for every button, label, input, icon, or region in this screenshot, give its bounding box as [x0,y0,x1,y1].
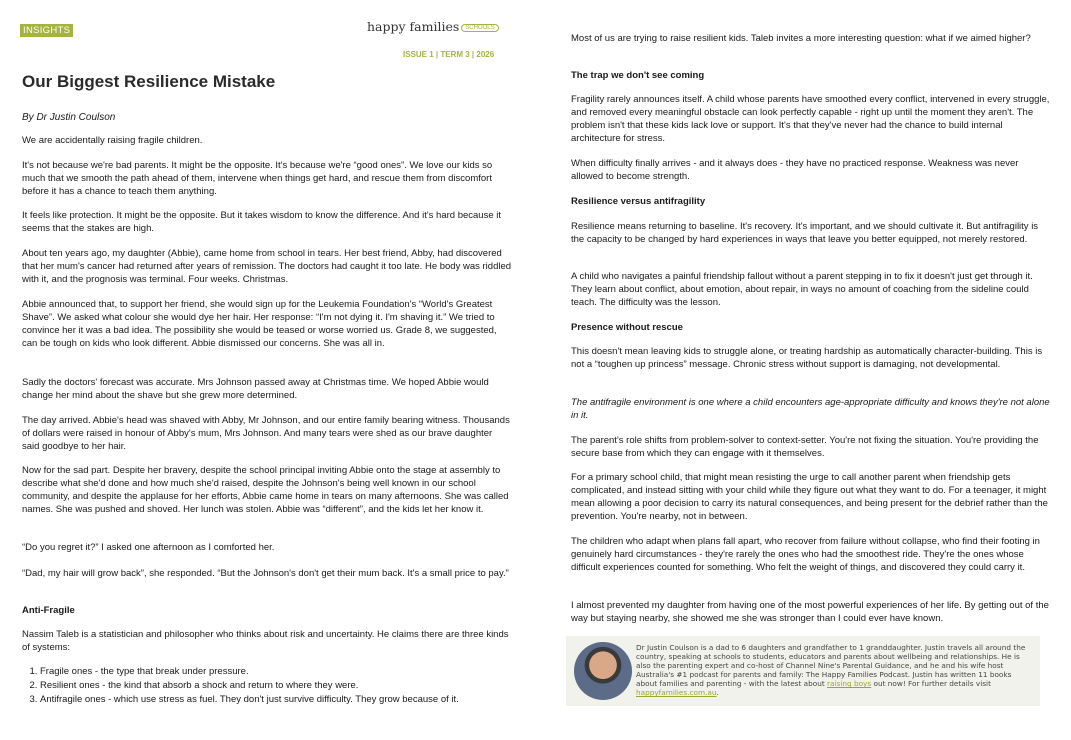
section-heading: Anti-Fragile [22,605,75,616]
bio-text: Dr Justin Coulson is a dad to 6 daughters and grandfather to 1 granddaughter. Justin travels all around the country, speaking at schools to students, educators and parents about wellbeing and relationships. He is also the parenting expert and co-host of Channel Nine's Parental Guidance, and he and his wife host Australia's #1 podcast for parents and family: The Happy Families Podcast. Justin has written 11 books about families and parenting - with the latest about [636,643,1026,689]
paragraph: Sadly the doctors' forecast was accurate. Mrs Johnson passed away at Christmas time. We hoped Abbie would change her mind about the shave but she grew more determined. [22,377,489,401]
byline: By Dr Justin Coulson [22,112,116,123]
logo-text: happy families [367,19,460,34]
website-link[interactable]: happyfamilies.com.au [636,688,717,698]
article-title: Our Biggest Resilience Mistake [22,72,276,91]
bio-text-3: . [716,688,719,698]
author-bio-box [566,636,1040,706]
paragraph: Abbie announced that, to support her friend, she would sign up for the Leukemia Foundation's “World's Greatest Shave”. We asked what colour she would dye her hair. Her response: “I'm not dying it. I'm shaving it.” We tried to convince her it was a bad idea. The possibility she would be teased or worse worried us. Grade 8, we suggested, can be tough on kids who look different. Abbie dismissed our concerns. She was all in. [22,299,497,349]
paragraph: It's not because we're bad parents. It might be the opposite. It's because we're “good ones”. We love our kids so much that we smooth the path ahead of them, intervene when things get hard, and rescue them from discomfort before it has a chance to teach them anything. [22,160,493,197]
list-item: 2. Resilient ones - the kind that absorb a shock and return to where they were. [40,679,530,693]
paragraph: The parent's role shifts from problem-solver to context-setter. You're not fixing the situation. You're providing the secure base from which they can engage with it themselves. [571,435,1039,459]
issue-info: ISSUE 1 | TERM 3 | 2026 [403,50,495,59]
paragraph: A child who navigates a painful friendship fallout without a parent stepping in to fix it doesn't just get through it. They learn about conflict, about emotion, about repair, in ways no amount of coaching from the sideline could teach. The difficulty was the lesson. [571,271,1033,308]
paragraph: Nassim Taleb is a statistician and philosopher who thinks about risk and uncertainty. He claims there are three kinds of systems: [22,629,509,653]
paragraph: We are accidentally raising fragile children. [22,135,203,146]
author-photo [574,642,632,700]
paragraph: “Dad, my hair will grow back”, she responded. “But the Johnson's don't get their mum back. It's a small price to pay.” [22,568,509,579]
paragraph: It feels like protection. It might be the opposite. But it takes wisdom to know the difference. And it's hard because it seems that the stakes are high. [22,210,502,234]
paragraph: I almost prevented my daughter from having one of the most powerful experiences of her life. By getting out of the way but staying nearby, she showed me she was stronger than I could ever have known. [571,600,1049,624]
paragraph: Now for the sad part. Despite her bravery, despite the school principal inviting Abbie onto the stage at assembly to describe what she'd done and how much she'd raised, despite the Johnson's being well known in our school community, and despite the applause for her efforts, Abbie came home in tears on many afternoons. She was called names. She was pushed and shoved. Her lunch was stolen. Abbie was “different”, and the kids let her know it. [22,465,509,515]
paragraph: The children who adapt when plans fall apart, who recover from failure without collapse, who find their footing in genuinely hard circumstances - they're rarely the ones who had the smoothest ride. They're the ones whose difficult experiences counted for something. Who felt the weight of things, and discovered they could carry it. [571,536,1040,573]
section-heading: Presence without rescue [571,322,683,333]
insights-badge: INSIGHTS [20,24,73,37]
italic-paragraph: The antifragile environment is one where a child encounters age-appropriate difficulty and knows they're not alone in it. [571,397,1050,421]
section-heading: The trap we don't see coming [571,70,705,81]
author-bio [636,643,1034,698]
paragraph: Resilience means returning to baseline. It's recovery. It's important, and we should cultivate it. But antifragility is the capacity to be changed by hard experiences in ways that leave you better equipped, not merely restored. [571,221,1039,245]
section-heading: Resilience versus antifragility [571,196,706,207]
list-item: 1. Fragile ones - the type that break under pressure. [40,665,530,679]
paragraph: For a primary school child, that might mean resisting the urge to call another parent when friendship gets complicated, and instead sitting with your child while they figure out what they want to do. For a teenager, it might mean allowing a poor decision to carry its natural consequences, and being present for the debrief rather than the prevention. You're nearby, not in between. [571,472,1048,522]
paragraph: About ten years ago, my daughter (Abbie), came home from school in tears. Her best friend, Abby, had discovered that her mum's cancer had returned after years of remission. The doctors had caught it too late. He body was riddled with it, and the prognosis was terminal. Four weeks. Christmas. [22,248,512,285]
paragraph: Most of us are trying to raise resilient kids. Taleb invites a more interesting question: what if we aimed higher? [571,33,1031,44]
bio-text-2: out now! For further details visit [871,679,991,689]
raising-boys-link[interactable]: raising boys [827,679,872,689]
paragraph: The day arrived. Abbie's head was shaved with Abby, Mr Johnson, and our entire family bearing witness. Thousands of dollars were raised in honour of Abby's mum, Mrs Johnson. And many tears were shed as our brave daughter said goodbye to her hair. [22,415,510,452]
paragraph: When difficulty finally arrives - and it always does - they have no practiced response. Weakness was never allowed to become strength. [571,158,1019,182]
paragraph: “Do you regret it?” I asked one afternoon as I comforted her. [22,542,275,553]
paragraph: This doesn't mean leaving kids to struggle alone, or treating hardship as automatically character-building. This is not a “toughen up princess” message. Chronic stress without support is damaging, not developmental. [571,346,1043,370]
systems-list [22,665,530,707]
happy-families-logo [367,19,499,34]
paragraph: Fragility rarely announces itself. A child whose parents have smoothed every conflict, intervened in every struggle, and removed every meaningful obstacle can look perfectly capable - right up until the moment they aren't. The problem isn't that these kids lack love or support. It's that they've never had the chance to build internal architecture for stress. [571,94,1050,144]
list-item: 3. Antifragile ones - which use stress as fuel. They don't just survive difficulty. They grow because of it. [40,693,530,707]
logo-schools-badge: SCHOOLS [461,24,498,32]
